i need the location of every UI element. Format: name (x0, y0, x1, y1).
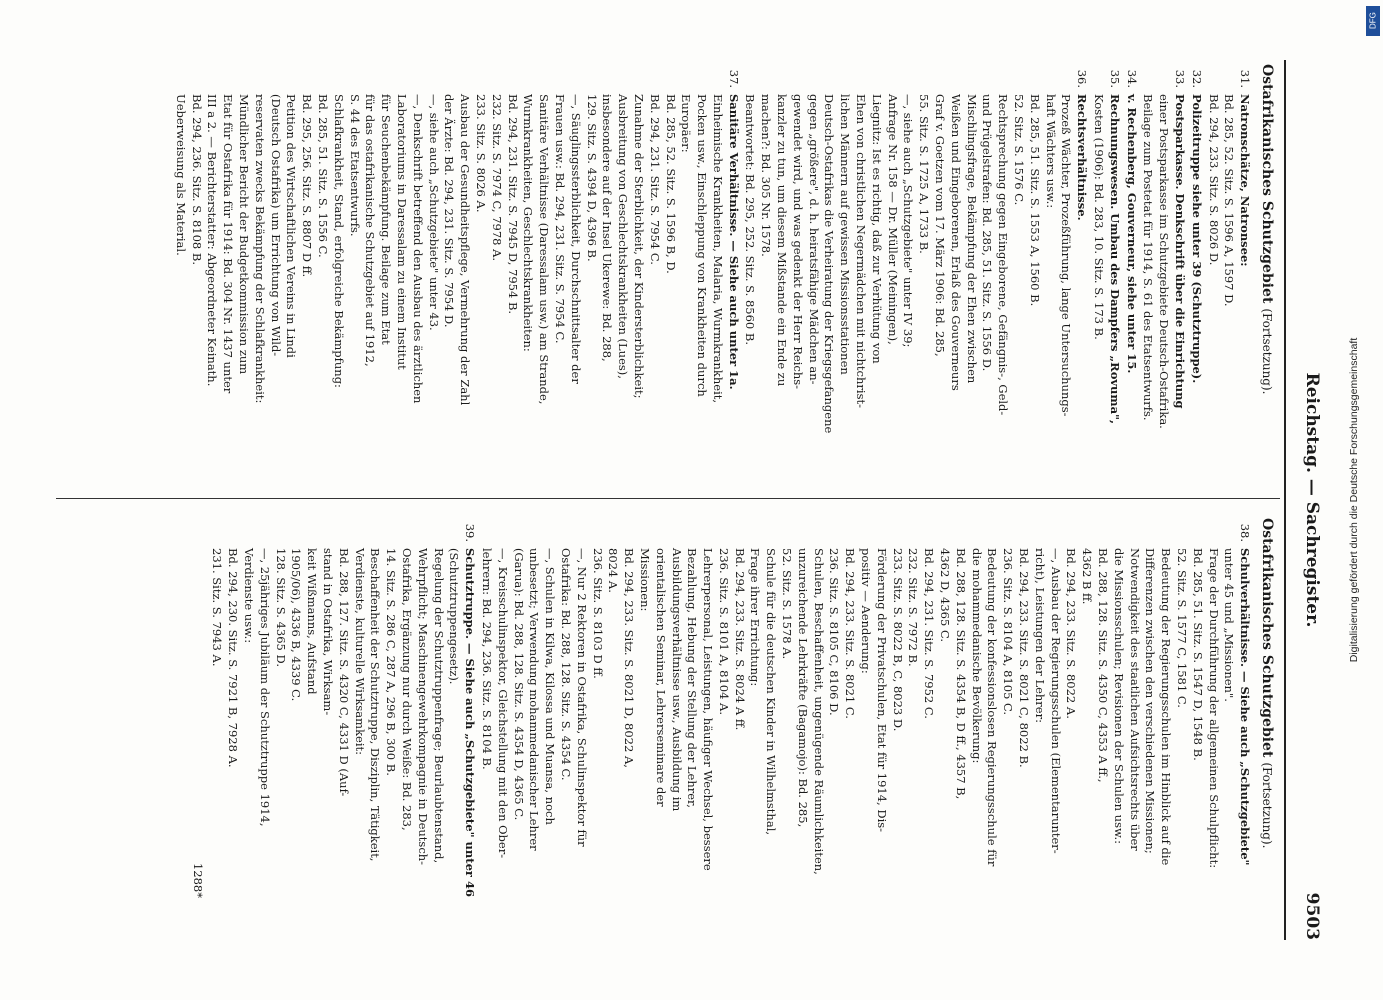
entry-line: Zunahme der Sterblichkeit, der Kindersterblichkeit; (631, 94, 646, 399)
entry-line: Bd. 294, 231. Sitz. S. 7954 C. (647, 94, 662, 265)
entry-line: Bd. 294, 233. Sitz. S. 8022 A. (1064, 548, 1079, 719)
entry-line: Schutztruppe. — Siehe auch „Schutzgebiete" unter 46 (463, 548, 478, 897)
entry-line: Bd. 294, 233. Sitz. S. 8024 A ff. (732, 548, 747, 731)
entry-line: Anfrage Nr. 158 — Dr. Müller (Meiningen), (885, 94, 900, 345)
footnote-mark: 1288* (190, 862, 205, 898)
entry-number: 34. (1124, 69, 1139, 88)
entry-line: Petition des Wirtschaftlichen Vereins in Lindi (284, 94, 299, 358)
entry-line: Bd. 294, 233. Sitz. S. 8026 D. (1206, 94, 1221, 266)
entry-line: v. Rechenberg, Gouverneur, siehe unter 15. (1124, 94, 1139, 374)
entry-line: Bd. 285, 52. Sitz. S. 1596 B, D. (663, 94, 678, 274)
entry-line: keit Wißmanns, Aufstand (305, 548, 320, 695)
entry-line: Schulverhältnisse. — Siehe auch „Schutzgebiete" (1238, 548, 1253, 866)
entry-line: Ausbreitung von Geschlechtskrankheiten (Lues), (616, 94, 631, 379)
entry-line: Rechtsverhältnisse. (1075, 94, 1090, 221)
entry-line: und Prügelstrafen: Bd. 285, 51. Sitz. S. 1556 D. (980, 94, 995, 372)
entry-line: lichen Männern auf gewissen Missionsstationen (838, 94, 853, 375)
column-divider (56, 498, 1280, 499)
entry-line: —, Kreisschulinspektor, Gleichstellung mit den Ober- (495, 548, 510, 859)
entry-line: 55. Sitz. S. 1725 A, 1733 B. (917, 94, 932, 254)
entry-line: 232. Sitz. S. 7972 B. (906, 548, 921, 667)
entry-line: 236. Sitz. S. 8101 A, 8104 A. (716, 548, 731, 716)
header-rule (1284, 60, 1286, 940)
entry-line: Ueberweisung als Material. (173, 94, 188, 256)
entry-line: unzureichende Lehrkräfte (Bagamojo): Bd. 285, (795, 548, 810, 828)
entry-text (478, 548, 1252, 938)
entry-line: Pocken usw., Einschleppung von Krankheiten durch (695, 94, 710, 397)
register-entry (478, 518, 1252, 938)
entry-line: Liegnitz: Ist es richtig, daß zur Verhütung von (869, 94, 884, 364)
register-page (46, 30, 1336, 970)
entry-line: Schulen, Beschaffenheit, ungenügende Räumlichkeiten, (811, 548, 826, 875)
entry-text (172, 94, 741, 484)
entry-line: Einheimische Krankheiten, Malaria, Wurmkrankheit, (710, 94, 725, 404)
entry-line: Bd. 294, 231. Sitz. S. 7952 C. (922, 548, 937, 719)
running-title: Reichstag. — Sachregister. (1302, 372, 1322, 628)
left-entries (172, 64, 1252, 484)
entry-line: —, 25jähriges Jubiläum der Schutztruppe 1914, (257, 548, 272, 827)
entry-line: Bd. 295, 256. Sitz. S. 8807 D ff. (300, 94, 315, 278)
entry-number: 35. (1107, 69, 1122, 88)
entry-line: 4362 D, 4365 C. (938, 548, 953, 643)
entry-line: Bedeutung der Regierungsschulen im Hinblick auf die (1159, 548, 1174, 866)
entry-line: —, Denkschrift betreffend den Ausbau des ärztlichen (410, 94, 425, 404)
entry-line: Rechnungswesen. Umbau des Dampfers „Rovuma", (1107, 94, 1122, 425)
entry-text (1090, 94, 1122, 484)
entry-line: Bedeutung der konfessionslosen Regierungsschule für (985, 548, 1000, 867)
entry-line: Bd. 288, 128. Sitz. S. 4354 B, D ff., 4357 B, (953, 548, 968, 800)
entry-line: Beantwortet: Bd. 295, 252. Sitz. S. 8560 B. (743, 94, 758, 345)
entry-line: Bd. 294, 230. Sitz. S. 7921 B, 7928 A. (226, 548, 241, 768)
entry-line: S. 44 des Etatsentwurfs. (347, 94, 362, 237)
right-column (189, 518, 1274, 938)
entry-line: Rechtsprechung gegen Eingeborene, Gefängnis-, Geld- (996, 94, 1011, 416)
entry-line: Ausbildungsverhältnisse usw., Ausbildung im (669, 548, 684, 812)
entry-line: die Missionsschulen; Revisionen der Schulen usw.: (1111, 548, 1126, 844)
entry-number: 31. (1238, 69, 1253, 88)
entry-number: 33. (1173, 69, 1188, 88)
entry-line: Bd. 288, 128. Sitz. S. 4350 C, 4353 A ff., (1096, 548, 1111, 783)
entry-line: 233. Sitz. S. 8026 A. (473, 94, 488, 213)
register-entry (1140, 64, 1187, 484)
entry-line: Sanitäre Verhältnisse. — Siehe auch unter 1a. (726, 94, 741, 390)
entry-line: 4362 B ff. (1080, 548, 1095, 605)
entry-line: Ostafrika: Bd. 288, 128. Sitz. S. 4354 C. (558, 548, 573, 781)
entry-line: —, siehe auch „Schutzgebiete" unter 43. (426, 94, 441, 331)
entry-line: orientalischen Seminar, Lehrerseminare der (653, 548, 668, 807)
entry-line: Weißen und Eingeborenen, Erlaß des Gouverneurs (948, 94, 963, 391)
entry-line: Schlafkrankheit, Stand, erfolgreiche Bekämpfung: (331, 94, 346, 388)
entry-line: Bd. 285, 51. Sitz. S. 1547 D, 1548 B. (1190, 548, 1205, 761)
entry-line: gewendet wird, und was gedenkt der Herr Reichs- (790, 94, 805, 390)
entry-line: Frage ihrer Errichtung: (748, 548, 763, 687)
entry-line: Frage der Durchführung der allgemeinen Schulpflicht: (1206, 548, 1221, 869)
entry-line: Verdienste usw.: (242, 548, 256, 644)
entry-line: einer Postsparkasse im Schutzgebiete Deutsch-Ostafrika. (1157, 94, 1172, 429)
entry-line: (Garua): Bd. 288, 128. Sitz. S. 4354 D, 4365 C. (511, 548, 526, 821)
entry-line: positiv — Aenderung: (859, 548, 874, 674)
entry-line: (Schutztruppengesetz). (447, 548, 462, 685)
entry-line: haft Wächters usw.: (1043, 94, 1058, 209)
entry-text (1123, 94, 1139, 484)
right-column-title (1258, 518, 1274, 938)
entry-line: 232. Sitz. S. 7974 C, 7978 A. (489, 94, 504, 262)
entry-line: 52. Sitz. S. 1577 C, 1581 C. (1175, 548, 1190, 708)
entry-line: 14. Sitz. S. 286 C, 287 A, 296 B, 300 B. (384, 548, 399, 776)
entry-line: Postsparkasse. Denkschrift über die Einrichtung (1173, 94, 1188, 409)
entry-line: Bd. 288, 127. Sitz. S. 4320 C, 4331 D (Auf- (336, 548, 351, 797)
register-entry (1090, 64, 1122, 484)
register-entry (1188, 64, 1204, 484)
left-column (171, 64, 1274, 484)
entry-line: —, Säuglingssterblichkeit, Durchschnittsalter der (568, 94, 583, 384)
entry-line: insbesondere auf der Insel Ukerewe: Bd. 288, (600, 94, 615, 362)
entry-line: —, Ausbau der Regierungsschulen (Elementarunter- (1048, 548, 1063, 854)
entry-line: machen?: Bd. 305 Nr. 1578. (759, 94, 774, 257)
entry-line: Wehrpflicht; Maschinengewehrkompagnie in Deutsch- (415, 548, 430, 866)
entry-line: III a 2. — Berichterstatter: Abgeordneter Keinath. (205, 94, 220, 387)
entry-line: Wurmkrankheiten, Geschlechtskrankheiten: (521, 94, 536, 352)
entry-line: Bd. 294, 233. Sitz. S. 8021 C, 8022 B. (1017, 548, 1032, 768)
page-number: 9503 (1302, 892, 1322, 940)
entry-line: Deutsch-Ostafrikas die Verheiratung der Kriegsgefangene (822, 94, 837, 434)
entry-line: Bd. 285, 51. Sitz. S. 1556 C. (315, 94, 330, 258)
entry-line: Schule für die deutschen Kinder in Wilhelmsthal, (764, 548, 779, 836)
entry-number: 37. (726, 69, 741, 88)
entry-line: 236. Sitz. S. 8105 C, 8106 D. (827, 548, 842, 716)
register-entry (1205, 64, 1252, 484)
entry-line: Lehrerpersonal, Leistungen, häufiger Wechsel, bessere (701, 548, 716, 871)
left-title-text: Ostafrikanisches Schutzgebiet (1259, 64, 1275, 304)
left-title-suffix: (Fortsetzung). (1260, 308, 1274, 395)
entry-line: Bd. 285, 51. Sitz. S. 1553 A, 1560 B. (1027, 94, 1042, 307)
entry-line: Natronschätze, Natronsee: (1238, 94, 1253, 267)
entry-line: Sanitäre Verhältnisse (Daressalam usw.) am Strande, (537, 94, 552, 405)
entry-line: 128. Sitz. S. 4365 D. (273, 548, 288, 667)
left-column-title (1258, 64, 1274, 484)
entry-line: —, siehe auch „Schutzgebiete" unter IV 39; (901, 94, 916, 348)
entry-line: Beilage zum Postetat für 1914, S. 61 des Etatsentwurfs. (1141, 94, 1156, 421)
entry-line: Bezahlung, Hebung der Stellung der Lehrer, (685, 548, 700, 808)
entry-line: Graf v. Goetzen vom 17. März 1906: Bd. 285, (933, 94, 948, 357)
entry-line: Regelung der Schutztruppenfrage; Beurlaubtenstand, (431, 548, 446, 864)
entry-number: 39. (463, 523, 478, 542)
entry-line: Verdienste, kulturelle Wirksamkeit: (352, 548, 367, 756)
right-entries (209, 518, 1253, 938)
entry-line: für Seuchenbekämpfung. Beilage zum Etat (379, 94, 394, 345)
entry-line: 236. Sitz. S. 8104 A, 8105 C. (1001, 548, 1016, 716)
entry-line: stand in Ostafrika, Wirksam- (320, 548, 335, 716)
entry-line: Mischlingsfrage, Bekämpfung der Ehen zwischen (964, 94, 979, 384)
entry-number: 36. (1075, 69, 1090, 88)
entry-text (1188, 94, 1204, 484)
entry-line: (Deutsch Ostafrika) um Errichtung von Wild- (268, 94, 283, 357)
entry-line: die mohammedanische Bevölkerung: (969, 548, 984, 764)
entry-line: 52. Sitz. S. 1576 C. (1012, 94, 1027, 206)
entry-line: richt), Leistungen der Lehrer: (1032, 548, 1047, 723)
entry-line: unbesetzt; Verwendung mohammedanischer Lehrer (527, 548, 542, 851)
entry-line: Beschaffenheit der Schutztruppe, Disziplin, Tätigkeit, (368, 548, 383, 862)
entry-line: kanzler zu tun, um diesem Mißstande ein Ende zu (775, 94, 790, 387)
entry-line: Missionen: (637, 548, 652, 612)
entry-line: —, Schulen in Kilwa, Kilossa und Muansa, noch (543, 548, 558, 825)
entry-line: Prozeß Wächter, Prozeßführung, lange Untersuchungs- (1059, 94, 1074, 417)
entry-line: 52. Sitz. S. 1578 A. (780, 548, 795, 660)
entry-line: 236. Sitz. S. 8103 D ff. (590, 548, 605, 679)
entry-line: Bd. 294, 231. Sitz. S. 7945 D, 7954 B. (505, 94, 520, 315)
entry-line: Ausbau der Gesundheitspflege, Vermehrung der Zahl (458, 94, 473, 406)
entry-line: Ehen von christlichen Negermädchen mit nichtchrist- (854, 94, 869, 408)
entry-line: lehrern: Bd. 294, 236. Sitz. S. 8104 B. (479, 548, 494, 770)
entry-line: 231. Sitz. S. 7943 A. (210, 548, 225, 667)
digitization-credit: Digitalisierung gefördert durch die Deutsche Forschungsgemeinschaft (1348, 337, 1360, 663)
entry-line: Bd. 285, 52. Sitz. S. 1596 A, 1597 D. (1222, 94, 1237, 307)
entry-line: der Ärzte: Bd. 294, 231. Sitz. S. 7954 D. (442, 94, 457, 328)
dfg-logo: DFG (1366, 6, 1380, 36)
entry-line: —, Nur 2 Rektoren in Ostafrika, Schulinspektor für (574, 548, 589, 847)
register-entry (172, 64, 741, 484)
entry-line: gegen „größere", d. h. heiratsfähige Mädchen an- (806, 94, 821, 385)
entry-text (742, 94, 1090, 484)
entry-text (1140, 94, 1187, 484)
entry-line: Notwendigkeit des staatlichen Aufsichtsrechts über (1127, 548, 1142, 851)
entry-number: 38. (1238, 523, 1253, 542)
entry-line: Laboratoriums in Daressalam zu einem Institut (394, 94, 409, 370)
entry-line: Europäer: (679, 94, 694, 153)
entry-line: Bd. 294, 233. Sitz. S. 8021 C. (843, 548, 858, 719)
entry-line: Etat für Ostafrika für 1914: Bd. 304 Nr. 1437 unter (221, 94, 236, 394)
entry-line: Mündlicher Bericht der Budgetkommission zum (237, 94, 251, 375)
entry-line: für das ostafrikanische Schutzgebiet auf 1912, (363, 94, 378, 367)
entry-line: 8024 A. (606, 548, 621, 593)
entry-line: Frauen usw.: Bd. 294, 231. Sitz. S. 7954 C. (552, 94, 567, 344)
entry-line: unter 45 und „Missionen". (1222, 548, 1237, 702)
entry-line: Differenzen zwischen den verschiedenen Missionen; (1143, 548, 1158, 854)
entry-line: Bd. 294, 233. Sitz. S. 8021 D, 8022 A, (622, 548, 637, 768)
entry-text (209, 548, 478, 938)
right-title-suffix: (Fortsetzung). (1260, 762, 1274, 849)
entry-line: Polizeitruppe siehe unter 39 (Schutztruppe). (1189, 94, 1204, 384)
register-entry (1123, 64, 1139, 484)
entry-text (1205, 94, 1252, 484)
right-title-text: Ostafrikanisches Schutzgebiet (1259, 518, 1275, 758)
entry-line: 129. Sitz. S. 4394 D, 4396 B. (584, 94, 599, 262)
entry-line: Förderung der Privatschulen, Etat für 1914, Dis- (874, 548, 889, 833)
entry-line: Bd. 294, 236. Sitz. S. 8108 B. (189, 94, 204, 266)
entry-line: Kosten (1906): Bd. 283, 10. Sitz. S. 173 B. (1092, 94, 1107, 340)
register-entry (742, 64, 1090, 484)
entry-line: 1905/06), 4336 B, 4339 C. (289, 548, 304, 702)
entry-number: 32. (1189, 69, 1204, 88)
register-entry (209, 518, 478, 938)
entry-line: Ostafrika, Ergänzung nur durch Weiße: Bd. 283, (399, 548, 414, 831)
page-header (1292, 60, 1328, 940)
entry-line: reservaten zwecks Bekämpfung der Schlafkrankheit: (252, 94, 267, 404)
entry-line: 233. Sitz. S. 8022 B, C, 8023 D. (890, 548, 905, 732)
